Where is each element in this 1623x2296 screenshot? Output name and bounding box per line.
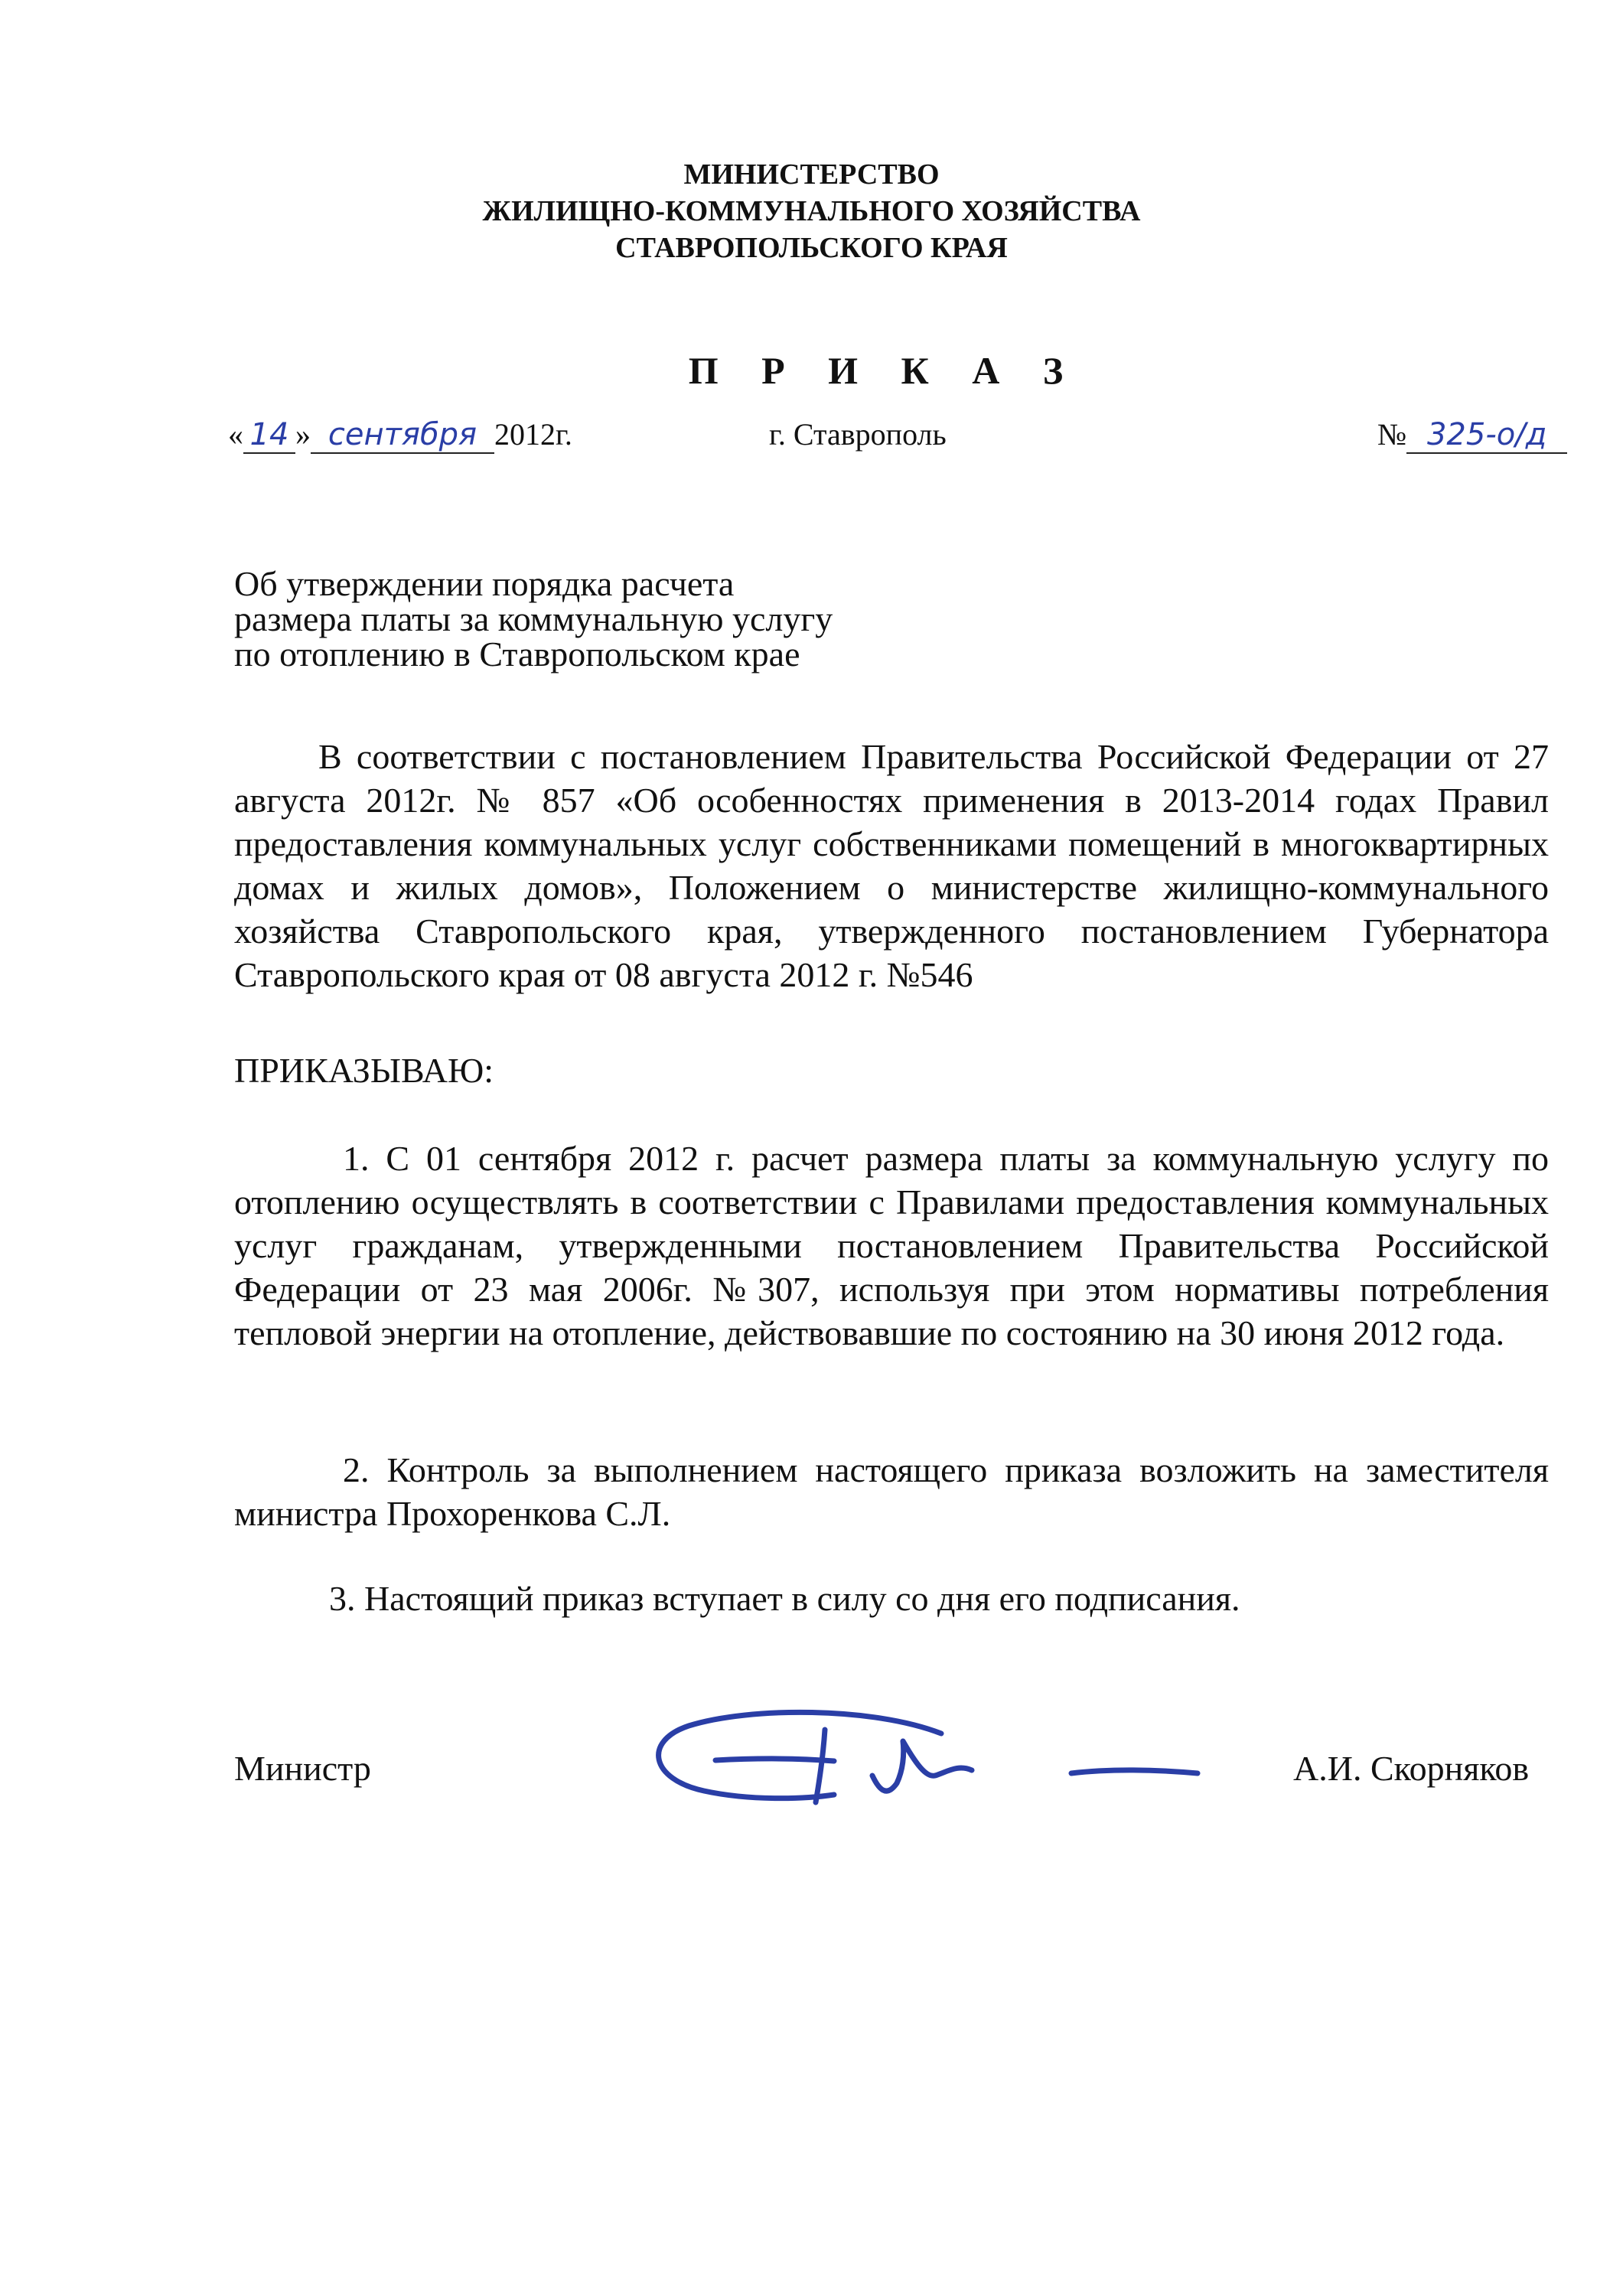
ministry-line-3: СТАВРОПОЛЬСКОГО КРАЯ (615, 232, 1008, 264)
date-day: 14 (249, 417, 289, 452)
order-number-value: 325-о/д (1426, 417, 1547, 452)
order-city: г. Ставрополь (769, 417, 947, 452)
number-prefix: № (1377, 417, 1407, 452)
ministry-line-2: ЖИЛИЩНО-КОММУНАЛЬНОГО ХОЗЯЙСТВА (482, 195, 1141, 227)
order-number (1377, 417, 1567, 454)
quote-open: « (228, 417, 243, 452)
order-item-3 (234, 1577, 1549, 1620)
subject-line: по отоплению в Ставропольском крае (234, 634, 800, 673)
quote-close: » (295, 417, 311, 452)
order-subject (234, 566, 833, 672)
date-month: сентября (328, 417, 477, 452)
date-day-field (243, 417, 295, 454)
order-item-text: 1. С 01 сентября 2012 г. расчет размера платы за коммунальную услугу по отоплению осуществлять в соответствии с Правилами предоставления коммунальных услуг гражданам, утвержденными постановлением Правительства Российской Федерации от 23 мая 2006г. №307, используя при этом нормативы потребления тепловой энергии на отопление, действовавшие по состоянию на 30 июня 2012 года. (234, 1139, 1549, 1352)
preamble (234, 735, 1549, 996)
date-month-field (311, 417, 494, 454)
order-date (228, 417, 572, 454)
order-item-text: 2. Контроль за выполнением настоящего приказа возложить на заместителя министра Прохоренкова С.Л. (234, 1450, 1549, 1533)
signer-name: А.И. Скорняков (1293, 1749, 1530, 1788)
preamble-text: В соответствии с постановлением Правительства Российской Федерации от 27 августа 2012г. № 857 «Об особенностях применения в 2013-2014 годах Правил предоставления коммунальных услуг собственниками помещений в многоквартирных домах и жилых домов», Положением о министерстве жилищно-коммунального хозяйства Ставропольского края, утвержденного постановлением Губернатора Ставропольского края от 08 августа 2012 г. №546 (234, 737, 1549, 994)
handwritten-signature (643, 1688, 1209, 1821)
date-year: 2012г. (494, 417, 572, 452)
subject-line: размера платы за коммунальную услугу (234, 599, 833, 638)
document-title: П Р И К А З (688, 349, 1080, 392)
signer-position: Министр (234, 1749, 371, 1788)
order-item-1 (234, 1137, 1549, 1355)
subject-line: Об утверждении порядка расчета (234, 564, 735, 603)
order-directive: ПРИКАЗЫВАЮ: (234, 1051, 494, 1090)
order-item-2 (234, 1448, 1549, 1535)
order-number-field (1406, 417, 1567, 454)
ministry-line-1: МИНИСТЕРСТВО (683, 158, 940, 191)
order-item-text: 3. Настоящий приказ вступает в силу со дня его подписания. (329, 1579, 1240, 1618)
